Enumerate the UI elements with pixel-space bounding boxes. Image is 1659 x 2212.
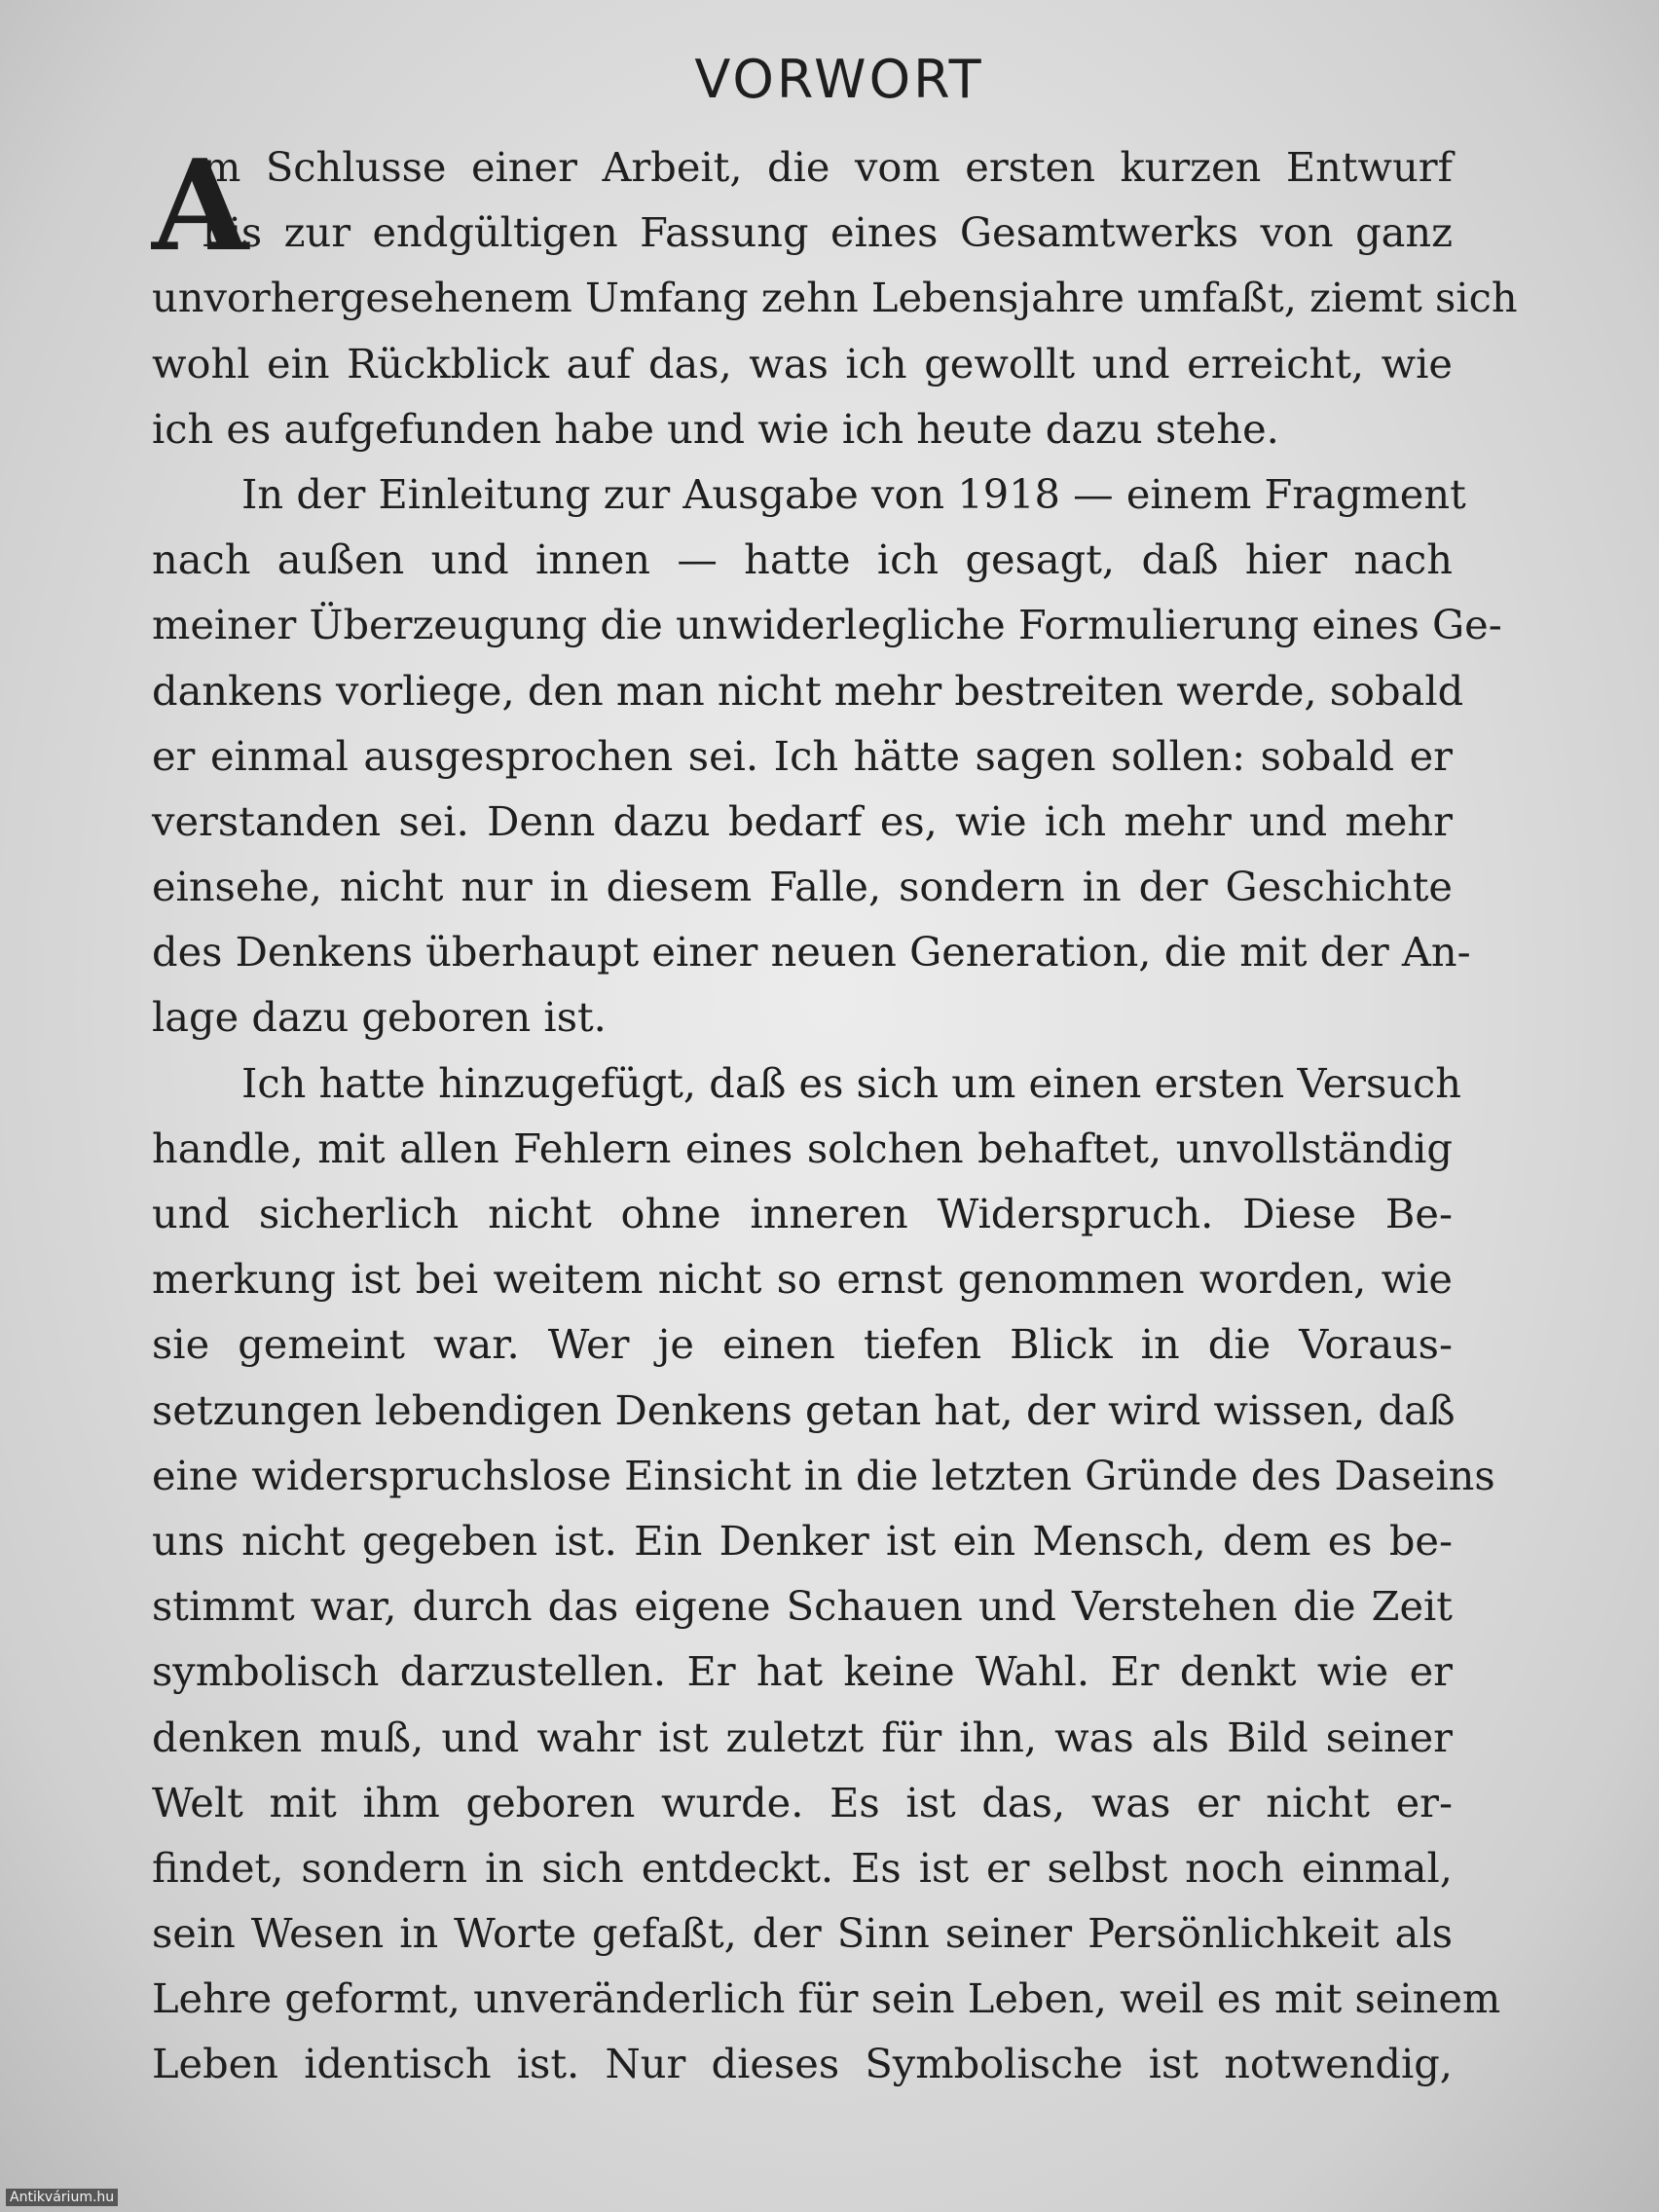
text-line: m Schlusse einer Arbeit, die vom ersten kurzen Entwurf [203, 143, 1453, 191]
text-line: des Denkens überhaupt einer neuen Generation, die mit der An- [152, 928, 1471, 977]
text-line: In der Einleitung zur Ausgabe von 1918 — einem Fragment [241, 469, 1466, 518]
text-line: lage dazu geboren ist. [152, 993, 607, 1042]
paragraph-3 [152, 1051, 1501, 2097]
text-line: er einmal ausgesprochen sei. Ich hätte sagen sollen: sobald er [152, 731, 1453, 780]
text-line: merkung ist bei weitem nicht so ernst genommen worden, wie [152, 1255, 1453, 1304]
paragraph-1 [152, 133, 1518, 461]
text-line: wohl ein Rückblick auf das, was ich gewollt und erreicht, wie [152, 339, 1453, 387]
text-line: handle, mit allen Fehlern eines solchen behaftet, unvollständig [152, 1124, 1453, 1172]
text-line: setzungen lebendigen Denkens getan hat, der wird wissen, daß [152, 1385, 1456, 1434]
text-line: Ich hatte hinzugefügt, daß es sich um einen ersten Versuch [241, 1058, 1462, 1107]
text-line: Leben identisch ist. Nur dieses Symbolische ist notwendig, [152, 2040, 1453, 2088]
text-line: verstanden sei. Denn dazu bedarf es, wie ich mehr und mehr [152, 796, 1453, 845]
text-line: sein Wesen in Worte gefaßt, der Sinn seiner Persönlichkeit als [152, 1909, 1453, 1958]
text-line: eine widerspruchslose Einsicht in die letzten Gründe des Daseins [152, 1451, 1495, 1499]
drop-cap: A [152, 133, 249, 279]
text-line: einsehe, nicht nur in diesem Falle, sondern in der Geschichte [152, 863, 1453, 911]
dropcap-block [152, 133, 1453, 279]
text-line: nach außen und innen — hatte ich gesagt, daß hier nach [152, 535, 1453, 584]
text-line: und sicherlich nicht ohne inneren Widerspruch. Diese Be- [152, 1190, 1453, 1237]
source-watermark: Antikvárium.hu [6, 2189, 118, 2206]
text-line: sie gemeint war. Wer je einen tiefen Blick in die Voraus- [152, 1320, 1453, 1369]
text-line: findet, sondern in sich entdeckt. Es ist er selbst noch einmal, [152, 1843, 1453, 1892]
text-line: symbolisch darzustellen. Er hat keine Wahl. Er denkt wie er [152, 1647, 1453, 1696]
text-line: unvorhergesehenem Umfang zehn Lebensjahre umfaßt, ziemt sich [152, 274, 1518, 322]
text-line: uns nicht gegeben ist. Ein Denker ist ein Mensch, dem es be- [152, 1516, 1453, 1565]
text-line: bis zur endgültigen Fassung eines Gesamtwerks von ganz [203, 208, 1453, 257]
text-line: denken muß, und wahr ist zuletzt für ihn, was als Bild seiner [152, 1713, 1453, 1761]
chapter-title: VORWORT [694, 49, 984, 110]
paragraph-2 [152, 461, 1502, 1051]
body-text [152, 133, 1518, 2097]
text-line: ich es aufgefunden habe und wie ich heute dazu stehe. [152, 404, 1279, 453]
text-line: Lehre geformt, unveränderlich für sein Leben, weil es mit seinem [152, 1974, 1501, 2023]
text-line: stimmt war, durch das eigene Schauen und Verstehen die Zeit [152, 1582, 1453, 1631]
text-line: dankens vorliege, den man nicht mehr bestreiten werde, sobald [152, 666, 1464, 715]
text-line: Welt mit ihm geboren wurde. Es ist das, was er nicht er- [152, 1778, 1453, 1826]
text-line: meiner Überzeugung die unwiderlegliche Formulierung eines Ge- [152, 601, 1502, 649]
